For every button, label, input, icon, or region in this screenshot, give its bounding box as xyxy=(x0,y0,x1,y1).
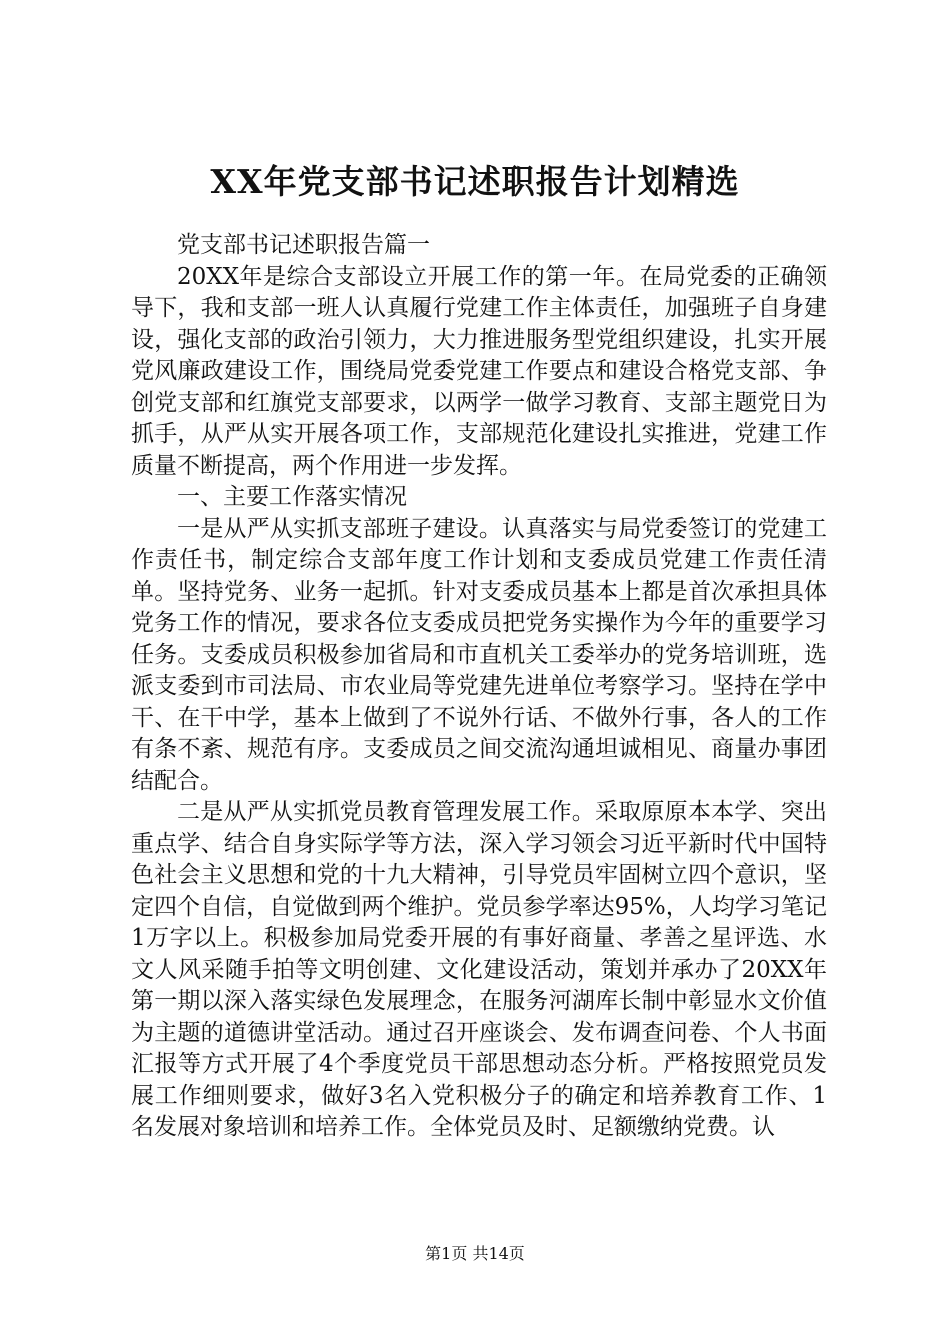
paragraph: 20XX年是综合支部设立开展工作的第一年。在局党委的正确领导下，我和支部一班人认真履行党建工作主体责任，加强班子自身建设，强化支部的政治引领力，大力推进服务型党组织建设，扎实开展党风廉政建设工作，围绕局党委党建工作要点和建设合格党支部、争创党支部和红旗党支部要求，以两学一做学习教育、支部主题党日为抓手，从严从实开展各项工作，支部规范化建设扎实推进，党建工作质量不断提高，两个作用进一步发挥。 xyxy=(131,263,827,479)
document-title: XX年党支部书记述职报告计划精选 xyxy=(210,162,740,201)
paragraph: 一是从严从实抓支部班子建设。认真落实与局党委签订的党建工作责任书，制定综合支部年度工作计划和支委成员党建工作责任清单。坚持党务、业务一起抓。针对支委成员基本上都是首次承担具体党务工作的情况，要求各位支委成员把党务实操作为今年的重要学习任务。支委成员积极参加省局和市直机关工委举办的党务培训班，选派支委到市司法局、市农业局等党建先进单位考察学习。坚持在学中干、在干中学，基本上做到了不说外行话、不做外行事，各人的工作有条不紊、规范有序。支委成员之间交流沟通坦诚相见、商量办事团结配合。 xyxy=(131,515,827,794)
paragraph: 二是从严从实抓党员教育管理发展工作。采取原原本本学、突出重点学、结合自身实际学等方法，深入学习领会习近平新时代中国特色社会主义思想和党的十九大精神，引导党员牢固树立四个意识，坚定四个自信，自觉做到两个维护。党员参学率达95%，人均学习笔记1万字以上。积极参加局党委开展的有事好商量、孝善之星评选、水文人风采随手拍等文明创建、文化建设活动，策划并承办了20XX年第一期以深入落实绿色发展理念，在服务河湖库长制中彰显水文价值为主题的道德讲堂活动。通过召开座谈会、发布调查问卷、个人书面汇报等方式开展了4个季度党员干部思想动态分析。严格按照党员发展工作细则要求，做好3名入党积极分子的确定和培养教育工作、1名发展对象培训和培养工作。全体党员及时、足额缴纳党费。认 xyxy=(131,799,827,1140)
document-body xyxy=(131,230,827,1144)
section-subtitle: 党支部书记述职报告篇一 xyxy=(177,232,430,258)
section-heading: 一、主要工作落实情况 xyxy=(177,484,407,510)
page-footer: 第1页 共14页 xyxy=(425,1244,525,1263)
